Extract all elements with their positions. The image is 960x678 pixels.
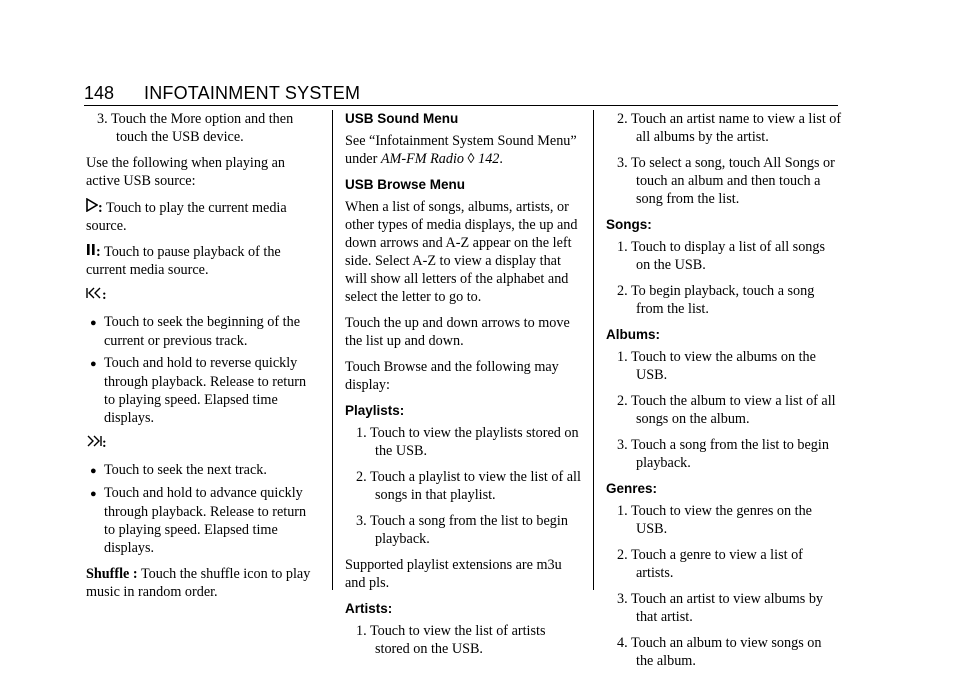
step-text: Touch to view the genres on the USB. — [630, 503, 812, 537]
header-rule — [84, 105, 838, 106]
step-number: 3. — [617, 155, 628, 171]
usb-browse-menu-heading: USB Browse Menu — [345, 177, 466, 192]
bullet-icon: ● — [90, 358, 97, 370]
step-text: Touch to view the list of artists stored on the USB. — [369, 623, 546, 657]
paragraph: Use the following when playing an active USB source: — [86, 155, 285, 189]
step-text: Touch the More option and then touch the USB device. — [110, 111, 294, 145]
list-item — [345, 468, 581, 504]
step-number: 2. — [617, 111, 628, 127]
step-number: 2. — [617, 547, 628, 563]
bullet-item — [86, 313, 318, 350]
page-header — [84, 83, 838, 105]
step-text: To begin playback, touch a song from the list. — [630, 283, 815, 317]
column-2 — [345, 110, 581, 666]
step-text: Touch a song from the list to begin playback. — [630, 437, 829, 471]
list-item — [86, 110, 318, 146]
list-item — [606, 154, 842, 208]
bullet-item — [86, 484, 318, 557]
period: . — [499, 151, 503, 167]
step-text: To select a song, touch All Songs or touch an album and then touch a song from the list. — [630, 155, 835, 207]
cross-reference-link[interactable]: AM-FM Radio — [380, 151, 464, 167]
step-text: Touch to view the playlists stored on the USB. — [369, 425, 579, 459]
genres-heading: Genres: — [606, 481, 658, 496]
list-item — [606, 590, 842, 626]
songs-heading: Songs: — [606, 217, 652, 232]
step-number: 1. — [617, 503, 628, 519]
step-number: 3. — [617, 437, 628, 453]
step-text: Touch to view the albums on the USB. — [630, 349, 816, 383]
column-3 — [606, 110, 842, 678]
step-number: 2. — [356, 469, 367, 485]
colon: : — [98, 200, 103, 216]
paragraph: When a list of songs, albums, artists, or other types of media displays, the up and down arrows and A-Z appear on the left side. Select A-Z to view a display that will show all letters of the alphabet and select the letter to go to. — [345, 199, 578, 305]
pause-icon — [86, 243, 96, 261]
list-item — [606, 634, 842, 670]
next-heading — [86, 435, 318, 453]
list-item — [345, 424, 581, 460]
bullet-text: Touch and hold to advance quickly through playback. Release to return to playing speed. Elapsed time displays. — [104, 485, 307, 556]
bullet-item — [86, 461, 318, 480]
list-item — [345, 622, 581, 658]
step-text: Touch an album to view songs on the album. — [630, 635, 822, 669]
step-number: 1. — [617, 239, 628, 255]
step-text: Touch the album to view a list of all songs on the album. — [630, 393, 836, 427]
see-text: See “Infotainment System Sound Menu” under — [345, 133, 577, 167]
paragraph: Touch the up and down arrows to move the list up and down. — [345, 315, 570, 349]
bullet-item — [86, 354, 318, 427]
bullet-icon: ● — [90, 488, 97, 500]
step-number: 2. — [617, 393, 628, 409]
list-item — [606, 110, 842, 146]
colon: : — [102, 288, 107, 303]
list-item — [606, 282, 842, 318]
page-number: 148 — [84, 83, 115, 103]
artists-heading: Artists: — [345, 601, 393, 616]
bullet-text: Touch and hold to reverse quickly through playback. Release to return to playing speed. Elapsed time displays. — [104, 355, 307, 426]
list-item — [606, 502, 842, 538]
column-1 — [86, 110, 318, 609]
step-number: 3. — [617, 591, 628, 607]
step-text: Touch an artist to view albums by that artist. — [630, 591, 824, 625]
step-number: 3. — [97, 111, 108, 127]
step-number: 4. — [617, 635, 628, 651]
step-number: 1. — [617, 349, 628, 365]
step-number: 2. — [617, 283, 628, 299]
bullet-icon: ● — [90, 317, 97, 329]
albums-heading: Albums: — [606, 327, 660, 342]
play-text: Touch to play the current media source. — [86, 200, 287, 234]
section-title: INFOTAINMENT SYSTEM — [144, 83, 361, 103]
see-reference — [345, 132, 581, 168]
shuffle-label: Shuffle : — [86, 566, 138, 582]
step-text: Touch a genre to view a list of artists. — [630, 547, 803, 581]
playlists-heading: Playlists: — [345, 403, 405, 418]
list-item — [606, 238, 842, 274]
paragraph: Touch Browse and the following may display: — [345, 359, 559, 393]
step-text: Touch an artist name to view a list of all albums by the artist. — [630, 111, 842, 145]
column-divider — [593, 110, 594, 590]
pause-description — [86, 243, 318, 279]
step-text: Touch a song from the list to begin playback. — [369, 513, 568, 547]
seek-back-icon — [86, 287, 102, 305]
list-item — [606, 348, 842, 384]
pause-text: Touch to pause playback of the current media source. — [86, 244, 281, 278]
list-item — [606, 546, 842, 582]
page-ref-icon: ◊ — [467, 151, 475, 167]
colon: : — [102, 436, 107, 451]
column-divider — [332, 110, 333, 590]
previous-heading — [86, 287, 318, 305]
bullet-text: Touch to seek the next track. — [104, 462, 267, 478]
bullet-icon: ● — [90, 465, 97, 477]
page-ref: 142 — [478, 151, 500, 167]
list-item — [345, 512, 581, 548]
play-description — [86, 198, 318, 235]
step-text: Touch to display a list of all songs on the USB. — [630, 239, 826, 273]
play-icon — [86, 198, 98, 217]
shuffle-description — [86, 565, 318, 601]
list-item — [606, 392, 842, 428]
shuffle-text: Touch the shuffle icon to play music in random order. — [86, 566, 311, 600]
paragraph: Supported playlist extensions are m3u and pls. — [345, 557, 562, 591]
list-item — [606, 436, 842, 472]
step-number: 3. — [356, 513, 367, 529]
bullet-text: Touch to seek the beginning of the current or previous track. — [104, 314, 301, 349]
seek-forward-icon — [86, 435, 102, 453]
step-number: 1. — [356, 425, 367, 441]
usb-sound-menu-heading: USB Sound Menu — [345, 111, 459, 126]
colon: : — [96, 244, 101, 260]
step-text: Touch a playlist to view the list of all songs in that playlist. — [369, 469, 581, 503]
step-number: 1. — [356, 623, 367, 639]
